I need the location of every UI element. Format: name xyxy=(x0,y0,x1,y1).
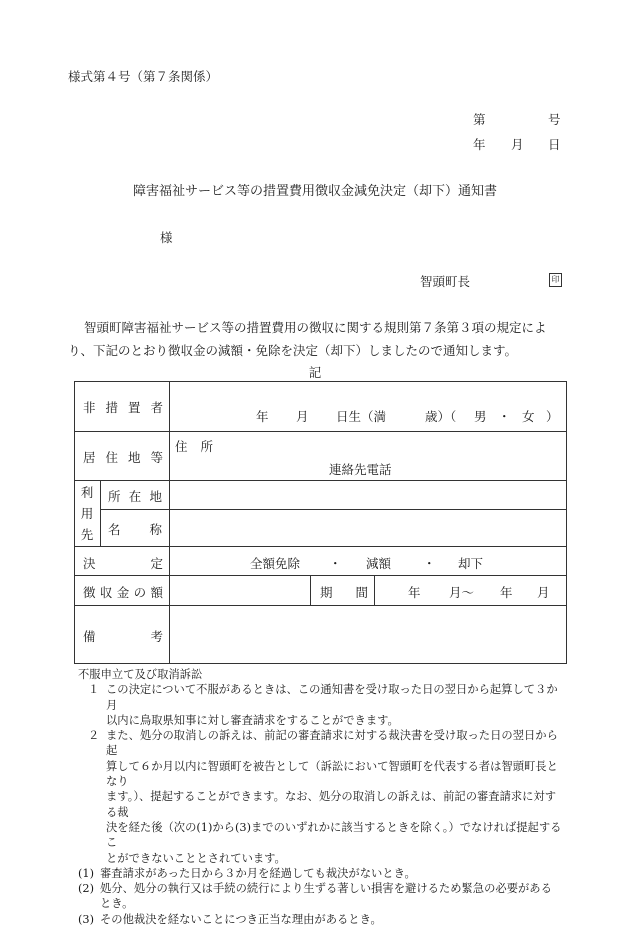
note-sub-item-2: (2) 処分、処分の執行又は手続の続行により生ずる著しい損害を避けるため緊急の必要がある とき。 xyxy=(78,882,552,911)
doc-number-suffix: 号 xyxy=(548,112,561,127)
form-number: 様式第４号（第７条関係） xyxy=(68,69,219,84)
note-sub-item-number: (2) xyxy=(78,882,95,896)
body-text-line-1: 智頭町障害福祉サービス等の措置費用の徴収に関する規則第７条第３項の規定によ xyxy=(84,320,547,335)
notes-heading: 不服申立て及び取消訴訟 xyxy=(78,668,203,681)
birth-day-age-label: 日生（満 xyxy=(336,409,387,424)
document-title: 障害福祉サービス等の措置費用徴収金減免決定（却下）通知書 xyxy=(132,184,497,199)
note-item-number: １ xyxy=(88,683,100,697)
ki-heading: 記 xyxy=(308,365,322,380)
gender-female[interactable]: 女 xyxy=(522,409,535,424)
age-close-label: 歳）（ xyxy=(425,409,457,424)
appeal-notes xyxy=(78,667,562,927)
date-day: 日 xyxy=(548,137,561,152)
notice-table xyxy=(74,381,567,664)
decision-label: 決 定 xyxy=(83,556,163,571)
birth-close-paren: ） xyxy=(546,409,559,424)
doc-number-prefix: 第 xyxy=(473,112,486,127)
body-text-line-2: り、下記のとおり徴収金の減額・免除を決定（却下）しましたので通知します。 xyxy=(68,343,518,358)
decision-separator-2: ・ xyxy=(423,556,436,571)
note-sub-item-number: (3) xyxy=(78,912,95,926)
period-end-month: 月 xyxy=(537,585,550,600)
seal-mark: 印 xyxy=(549,273,562,287)
note-sub-item-3: (3) その他裁決を経ないことにつき正当な理由があるとき。 xyxy=(78,912,382,926)
birth-year-label: 年 xyxy=(256,409,269,424)
amount-label: 徴 収 金 の 額 xyxy=(83,585,163,600)
note-sub-item-number: (1) xyxy=(78,866,95,880)
gender-male[interactable]: 男 xyxy=(474,409,487,424)
facility-group-label: 利 用 先 xyxy=(80,485,94,542)
period-end-year: 年 xyxy=(500,585,513,600)
period-start-month: 月～ xyxy=(449,585,475,600)
decision-separator-1: ・ xyxy=(329,556,342,571)
residence-label: 居 住 地 等 xyxy=(83,450,163,465)
date-month: 月 xyxy=(511,137,524,152)
decision-full-exemption[interactable]: 全額免除 xyxy=(250,556,301,571)
note-item-number: ２ xyxy=(88,729,100,743)
birth-month-label: 月 xyxy=(296,409,309,424)
note-item-2: ２ また、処分の取消しの訴えは、前記の審査請求に対する裁決書を受け取った日の翌日から起 算して６か月以内に智頭町を被告として（訴訟において智頭町を代表する者は智頭町長となり ます。）、提起することができます。なお、処分の取消しの訴えは、前記の審査請求に対する裁 決を経た後（次の(1)から(3)までのいずれかに該当するときを除く。）でなければ提起するこ とができないこととされています。 xyxy=(78,728,562,866)
addressee-suffix: 様 xyxy=(160,230,173,245)
note-item-1: １ この決定について不服があるときは、この通知書を受け取った日の翌日から起算して３か月 以内に鳥取県知事に対し審査請求をすることができます。 xyxy=(78,682,562,728)
gender-separator: ・ xyxy=(498,409,511,424)
sender-name: 智頭町長 xyxy=(420,274,471,289)
phone-label: 連絡先電話 xyxy=(329,462,392,477)
decision-reduction[interactable]: 減額 xyxy=(366,556,392,571)
period-start-year: 年 xyxy=(408,585,421,600)
decision-rejection[interactable]: 却下 xyxy=(458,556,484,571)
note-sub-item-1: (1) 審査請求があった日から３か月を経過しても裁決がないとき。 xyxy=(78,866,416,880)
period-label: 期 間 xyxy=(320,585,368,600)
date-year: 年 xyxy=(473,137,486,152)
remarks-label: 備 考 xyxy=(83,629,163,644)
subject-label: 非 措 置 者 xyxy=(83,400,163,415)
facility-name-label: 名 称 xyxy=(108,522,162,537)
facility-location-label: 所 在 地 xyxy=(108,489,162,504)
address-label: 住 所 xyxy=(175,439,213,454)
